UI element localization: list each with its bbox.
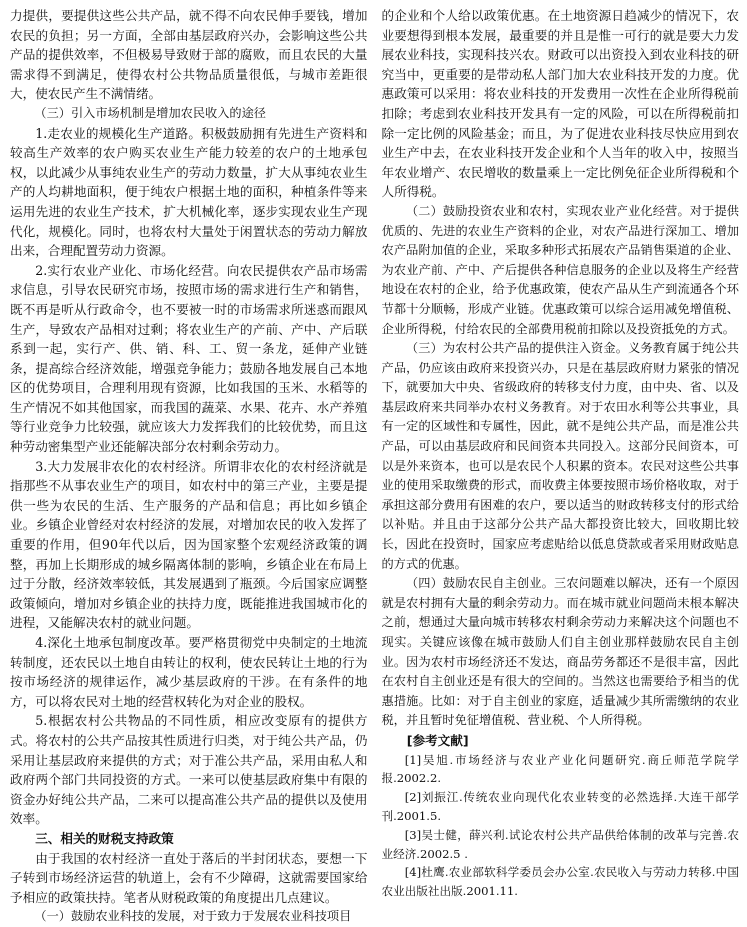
left-paragraph: 3.大力发展非农化的农村经济。所谓非农化的农村经济就是指那些不从事农业生产的项目，如农村中的第三产业，主要是提供一些为农民的生活、生产服务的产品和信息；再比如乡镇企业。乡镇企业曾经对农村经济的发展，对增加农民的收入发挥了重要的作用，但90年代以后，因为国家整个宏观经济政策的调整，再加上长期形成的城乡隔离体制的影响，乡镇企业在布局上过于分散，经济效率较低，其发展遇到了瓶颈。今后国家应调整政策倾向，增加对乡镇企业的扶持力度，既能推进我国城市化的进程，又能解决农村的就业问题。 bbox=[10, 458, 368, 631]
left-subheading: （三）引入市场机制是增加农民收入的途径 bbox=[34, 105, 266, 120]
left-paragraph: 4.深化土地承包制度改革。要严格贯彻党中央制定的土地流转制度，还农民以土地自由转让的权利，使农民转让土地的行为按市场经济的规律运作，减少基层政府的干涉。在有条件的地方，可以将农民对土地的经营权转化为对企业的股权。 bbox=[10, 635, 368, 709]
left-paragraph: 5.根据农村公共物品的不同性质，相应改变原有的提供方式。将农村的公共产品按其性质进行归类，对于纯公共产品，仍采用让基层政府来提供的方式；对于准公共产品，采用由私人和政府两个部门共同投资的方式。一来可以使基层政府集中有限的资金办好纯公共产品，二来可以提高准公共产品的提供以及使用效率。 bbox=[10, 713, 368, 827]
right-reference-entry: [4]杜鹰.农业部软科学委员会办公室.农民收入与劳动力转移.中国农业出版社出版.2001.11. bbox=[381, 865, 739, 899]
right-column bbox=[381, 6, 740, 899]
right-reference-entry: [3]吴士健，薛兴利.试论农村公共产品供给体制的改革与完善.农业经济.2002.5 . bbox=[381, 827, 739, 861]
left-subheading: （一）鼓励农业科技的发展，对于致力于发展农业科技项目 bbox=[34, 909, 352, 924]
left-paragraph: 2.实行农业产业化、市场化经营。向农民提供农产品市场需求信息，引导农民研究市场，按照市场的需求进行生产和销售，既不再是听从行政命令，也不要被一时的市场需求所迷惑而跟风生产，导致农产品相对过剩；将农业生产的产前、产中、产后联系到一起，实行产、供、销、科、工、贸一条龙，延伸产业链条，提高综合经济效能，增强竞争能力；鼓励各地发展自己本地区的优势项目，合理利用现有资源，比如我国的玉米、水稻等的生产情况不如其他国家，而我国的蔬菜、水果、花卉、水产养殖等行业竞争力比较强，就应该大力发挥我们的比较优势，而且这种劳动密集型产业还能解决部分农村剩余劳动力。 bbox=[10, 262, 368, 455]
right-references-heading: [参考文献] bbox=[406, 732, 469, 748]
left-paragraph: 1.走农业的规模化生产道路。积极鼓励拥有先进生产资料和较高生产效率的农户购买农业生产能力较差的农户的土地承包权，以此减少从事纯农业生产的劳动力数量，扩大从事纯农业生产的人均耕地面积，便于纯农户根据土地的面积，种植条件等来运用先进的农业生产技术，扩大机械化率，逐步实现农业生产现代化，规模化。同时，也将农村大量处于闲置状态的劳动力解放出来，合理配置劳动力资源。 bbox=[10, 125, 368, 259]
right-paragraph: 的企业和个人给以政策优惠。在土地资源日趋减少的情况下，农业要想得到根本发展，最重要的并且是惟一可行的就是要大力发展农业科技，实现科技兴农。财政可以出资投入到农业科技的研究当中，更重要的是带动私人部门加大农业科技开发的力度。优惠政策可以采用：将农业科技的开发费用一次性在企业所得税前扣除；考虑到农业科技开发具有一定的风险，可以在所得税前扣除一定比例的风险基金；而且，为了促进农业科技尽快应用到农业生产中去，在农业科技开发企业和个人当年的收入中，按照当年农业增产、农民增收的数量乘上一定比例免征企业所得税和个人所得税。 bbox=[381, 8, 739, 200]
left-paragraph: 由于我国的农村经济一直处于落后的半封闭状态，要想一下子转到市场经济运营的轨道上，会有不少障碍，这就需要国家给予相应的政策扶持。笔者从财税政策的角度提出几点建议。 bbox=[10, 850, 368, 905]
right-subheading: （二）鼓励投资农业和农村，实现农业产业化经营。对于提供优质的、先进的农业生产资料的企业，对农产品进行深加工、增加农产品附加值的企业，采取多种形式拓展农产品销售渠道的企业、为农业产前、产中、产后提供各种信息服务的企业以及将生产经营地设在农村的企业，给予优惠政策，使农产品从生产到流通各个环节都十分顺畅，形成产业链。优惠政策可以综合运用减免增值税、企业所得税，付给农民的全部费用税前扣除以及投资抵免的方式。 bbox=[381, 203, 739, 336]
right-reference-entry: [2]刘振江.传统农业向现代化农业转变的必然选择.大连干部学刊.2001.5. bbox=[381, 790, 739, 823]
right-subheading: （四）鼓励农民自主创业。三农问题难以解决，还有一个原因就是农村拥有大量的剩余劳动力。而在城市就业问题尚未根本解决之前，想通过大量向城市转移农村剩余劳动力来解决这个问题也不现实。关键应该像在城市鼓励人们自主创业那样鼓励农民自主创业。因为农村市场经济还不发达，商品劳务都还不是很丰富，因此在农村自主创业还是有很大的空间的。当然这也需要给予相当的优惠措施。比如：对于自主创业的家庭，适量减少其所需缴纳的农业税，并且暂时免征增值税、营业税、个人所得税。 bbox=[381, 576, 739, 728]
left-paragraph: 力提供，要提供这些公共产品，就不得不向农民伸手要钱，增加农民的负担；另一方面，全部由基层政府兴办，会影响这些公共产品的提供效率，不但极易导致财于部的腐败，而且农民的大量需求得不到满足，使得农村公共物品质量很低，与城市差距很大，使农民产生不满情绪。 bbox=[10, 8, 368, 102]
right-reference-entry: [1]吴旭.市场经济与农业产业化问题研究.商丘师范学院学报.2002.2. bbox=[381, 752, 739, 786]
right-subheading: （三）为农村公共产品的提供注入资金。义务教育属于纯公共产品，仍应该由政府来投资兴办，只是在基层政府财力紧张的情况下，就要加大中央、省级政府的转移支付力度，由中央、省、以及基层政府来共同举办农村义务教育。对于农田水利等公共事业，具有一定的区域性和专属性，因此，就不是纯公共产品，而是准公共产品，可以由基层政府和民间资本共同投入。这部分民间资本，可以是外来资本，也可以是农民个人积累的资本。农民对这些公共事业的使用采取缴费的形式，而收费主体要按照市场价格收取，对于承担这部分费用有困难的农户，要以适当的财政转移支付的形式给以补贴。并且由于这部分公共产品大都投资比较大，回收期比较长，因此在投资时，国家应考虑贴给以低息贷款或者采用财政贴息的方式的优惠。 bbox=[381, 341, 739, 571]
left-section-heading: 三、相关的财税支持政策 bbox=[35, 830, 174, 846]
left-column bbox=[10, 6, 368, 924]
